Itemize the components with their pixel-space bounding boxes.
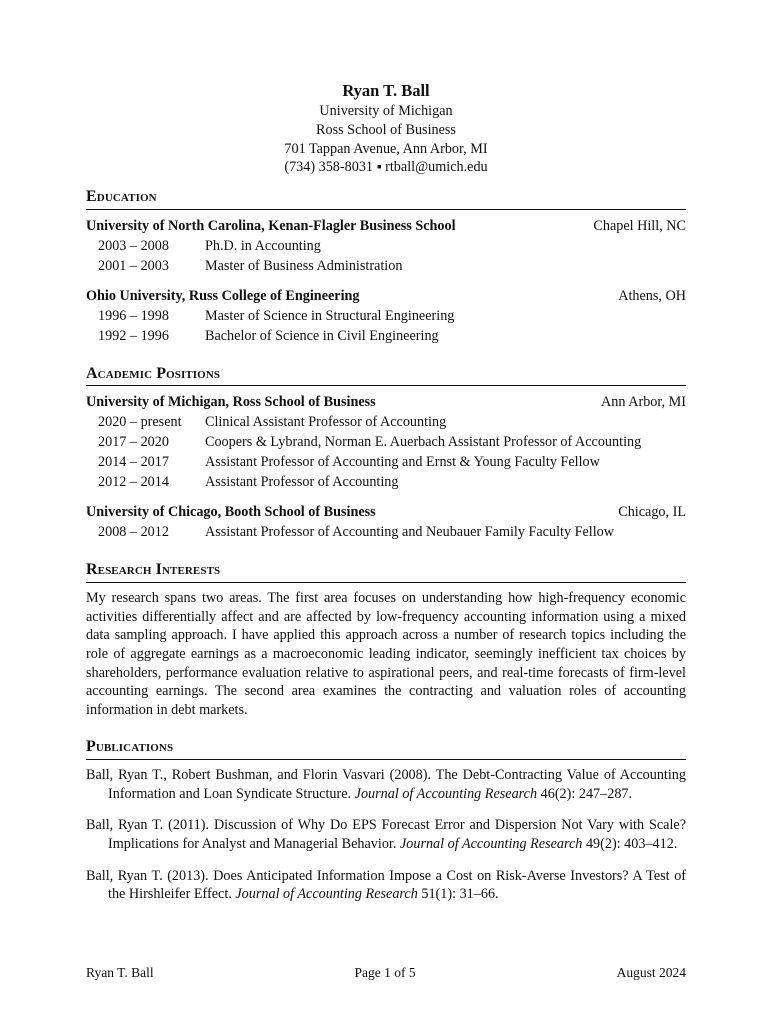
entry-dates: 2017 – 2020 xyxy=(98,434,169,451)
publication-item xyxy=(86,816,686,853)
entry-dates: 1992 – 1996 xyxy=(98,327,169,344)
pub-title: Discussion of Why Do EPS Forecast Error and Dispersion Not Vary with Scale? Implications for Analyst and Managerial Behavior. xyxy=(108,817,686,852)
pub-journal: Journal of Accounting Research xyxy=(235,886,418,903)
page-footer xyxy=(86,964,686,982)
entry-dates: 2001 – 2003 xyxy=(98,257,169,274)
entry-desc: Assistant Professor of Accounting and Neubauer Family Faculty Fellow xyxy=(205,524,615,541)
page-number: Page 1 of 5 xyxy=(354,965,416,980)
person-name: Ryan T. Ball xyxy=(342,81,430,100)
pub-volume: 49(2): 403–412. xyxy=(585,835,678,852)
institution-name: Ohio University, Russ College of Engineering xyxy=(86,287,360,304)
position-entry xyxy=(86,472,686,492)
position-entry xyxy=(86,522,686,542)
email[interactable]: rtball@umich.edu xyxy=(385,159,488,176)
degree-entry xyxy=(86,236,686,256)
university: University of Michigan xyxy=(319,103,453,120)
entry-dates: 2008 – 2012 xyxy=(98,524,169,541)
entry-desc: Clinical Assistant Professor of Accounting xyxy=(205,414,447,431)
degree-entry xyxy=(86,306,686,326)
address: 701 Tappan Avenue, Ann Arbor, MI xyxy=(284,140,488,157)
institution-row xyxy=(86,392,686,412)
research-heading: Research Interests xyxy=(86,560,686,583)
institution-name: University of Michigan, Ross School of Business xyxy=(86,394,376,411)
positions-heading: Academic Positions xyxy=(86,364,686,387)
cv-page xyxy=(86,80,686,917)
entry-desc: Coopers & Lybrand, Norman E. Auerbach Assistant Professor of Accounting xyxy=(205,434,642,451)
position-entry xyxy=(86,452,686,472)
pub-authors: Ball, Ryan T. (2013). xyxy=(86,867,209,884)
institution-location: Chapel Hill, NC xyxy=(593,217,686,234)
publications-heading: Publications xyxy=(86,737,686,760)
footer-name: Ryan T. Ball xyxy=(86,965,154,980)
institution-name: University of Chicago, Booth School of Business xyxy=(86,504,376,521)
publication-item xyxy=(86,867,686,904)
position-entry xyxy=(86,432,686,452)
school: Ross School of Business xyxy=(316,122,456,139)
pub-title: Does Anticipated Information Impose a Cost on Risk-Averse Investors? A Test of the Hirshleifer Effect. xyxy=(108,867,687,903)
institution-row xyxy=(86,502,686,522)
pub-journal: Journal of Accounting Research xyxy=(399,835,583,852)
footer-date: August 2024 xyxy=(616,965,686,980)
institution-row xyxy=(86,216,686,236)
research-paragraph: My research spans two areas. The first area focuses on understanding how high-frequency economic activities differentially affect and are affected by low-frequency accounting information using a mixed data sampling approach. I have applied this approach across a number of research topics including the role of aggregate earnings as a macroeconomic leading indicator, seemingly inefficient tax choices by shareholders, performance evaluation relative to aspirational peers, and real-time forecasts of firm-level accounting earnings. The second area examines the contracting and valuation roles of accounting information in debt markets. xyxy=(86,590,686,718)
entry-desc: Master of Business Administration xyxy=(205,257,403,274)
pub-volume: 46(2): 247–287. xyxy=(540,785,633,802)
publication-item xyxy=(86,766,686,803)
phone: (734) 358-8031 xyxy=(284,159,374,176)
entry-desc: Master of Science in Structural Engineering xyxy=(205,307,455,324)
institution-location: Chicago, IL xyxy=(618,504,686,521)
entry-desc: Bachelor of Science in Civil Engineering xyxy=(205,327,439,344)
pub-volume: 51(1): 31–66. xyxy=(421,886,499,903)
pub-title: The Debt-Contracting Value of Accounting Information and Loan Syndicate Structure. xyxy=(108,767,686,802)
entry-dates: 2020 – present xyxy=(98,414,182,431)
entry-desc: Assistant Professor of Accounting xyxy=(205,474,399,491)
degree-entry xyxy=(86,326,686,346)
institution-name: University of North Carolina, Kenan-Flagler Business School xyxy=(86,217,456,234)
contact-line xyxy=(86,158,686,177)
entry-dates: 2012 – 2014 xyxy=(98,474,169,491)
institution-location: Ann Arbor, MI xyxy=(601,394,686,411)
entry-desc: Assistant Professor of Accounting and Ernst & Young Faculty Fellow xyxy=(205,454,600,471)
pub-authors: Ball, Ryan T. (2011). xyxy=(86,817,210,834)
pub-journal: Journal of Accounting Research xyxy=(354,785,538,802)
pub-authors: Ball, Ryan T., Robert Bushman, and Florin Vasvari (2008). xyxy=(86,767,431,784)
cv-header xyxy=(86,80,686,177)
entry-dates: 1996 – 1998 xyxy=(98,307,169,324)
education-heading: Education xyxy=(86,187,686,210)
separator-bullet: ▪ xyxy=(376,159,382,176)
institution-location: Athens, OH xyxy=(618,287,686,304)
entry-dates: 2003 – 2008 xyxy=(98,237,169,254)
degree-entry xyxy=(86,256,686,276)
entry-desc: Ph.D. in Accounting xyxy=(205,237,321,254)
entry-dates: 2014 – 2017 xyxy=(98,454,169,471)
position-entry xyxy=(86,412,686,432)
institution-row xyxy=(86,286,686,306)
